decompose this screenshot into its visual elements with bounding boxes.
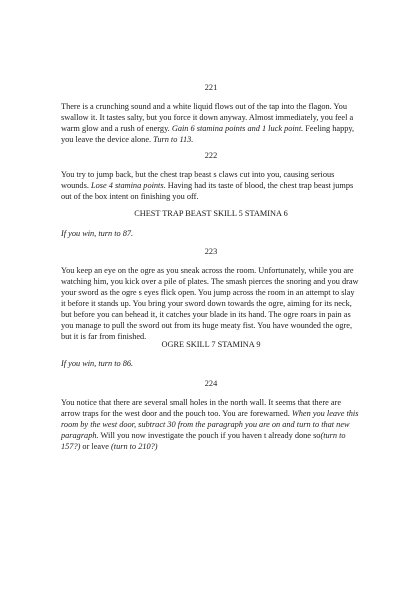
paragraph-text: You try to jump back, but the chest trap beast s claws cut into you, causing serious wounds. — [61, 170, 335, 190]
enemy-stat-line: CHEST TRAP BEAST SKILL 5 STAMINA 6 — [134, 209, 288, 218]
section-paragraph — [61, 397, 361, 452]
outcome-instruction: If you win, turn to 86. — [61, 359, 134, 368]
section-number: 222 — [204, 151, 218, 160]
turn-to-instruction: Turn to 113. — [153, 135, 194, 144]
enemy-stat-line: OGRE SKILL 7 STAMINA 9 — [161, 340, 261, 349]
section-paragraph: You keep an eye on the ogre as you sneak across the room. Unfortunately, while you are watching him, you kick over a pile of plates. The smash pierces the snoring and you draw your sword as the ogre s eyes flick open. You jump across the room in an attempt to slay it before it stands up. You bring your sword down towards the ogre, aiming for its neck, but before you can behead it, it catches your blade in its hand. The ogre roars in pain as you manage to pull the sword out from its huge meaty fist. You have wounded the ogre, but it is far from finished. — [61, 266, 359, 341]
paragraph-text: Having had its taste of blood, the chest trap beast jumps out of the box intent on finishing you off. — [61, 181, 354, 201]
section-number: 221 — [204, 83, 218, 92]
section-paragraph — [61, 169, 361, 202]
paragraph-text: Feeling happy, you leave the device alone. — [61, 124, 355, 144]
paragraph-text: Will you now investigate the pouch if you haven t already done so — [98, 431, 321, 440]
paragraph-text: You notice that there are several small holes in the north wall. It seems that there are arrow traps for the west door and the pouch too. You are forewarned. — [61, 398, 342, 418]
section-number: 223 — [204, 247, 218, 256]
turn-to-instruction: (turn to 210?) — [111, 442, 158, 451]
stat-change: When you leave this room by the west door, subtract 30 from the paragraph you are on and turn to that new paragraph. — [61, 409, 359, 440]
section-number: 224 — [204, 379, 218, 388]
paragraph-text: or leave — [80, 442, 109, 451]
paragraph-text: There is a crunching sound and a white liquid flows out of the tap into the flagon. You swallow it. It tastes salty, but you force it down anyway. Almost immediately, you feel a warm glow and a rush of energy. — [61, 102, 354, 133]
stat-change: Gain 6 stamina points and 1 luck point. — [171, 124, 304, 133]
outcome-instruction: If you win, turn to 87. — [61, 229, 134, 238]
turn-to-instruction: (turn to 157?) — [61, 431, 346, 451]
stat-change: Lose 4 stamina points. — [90, 181, 166, 190]
section-paragraph — [61, 101, 361, 145]
